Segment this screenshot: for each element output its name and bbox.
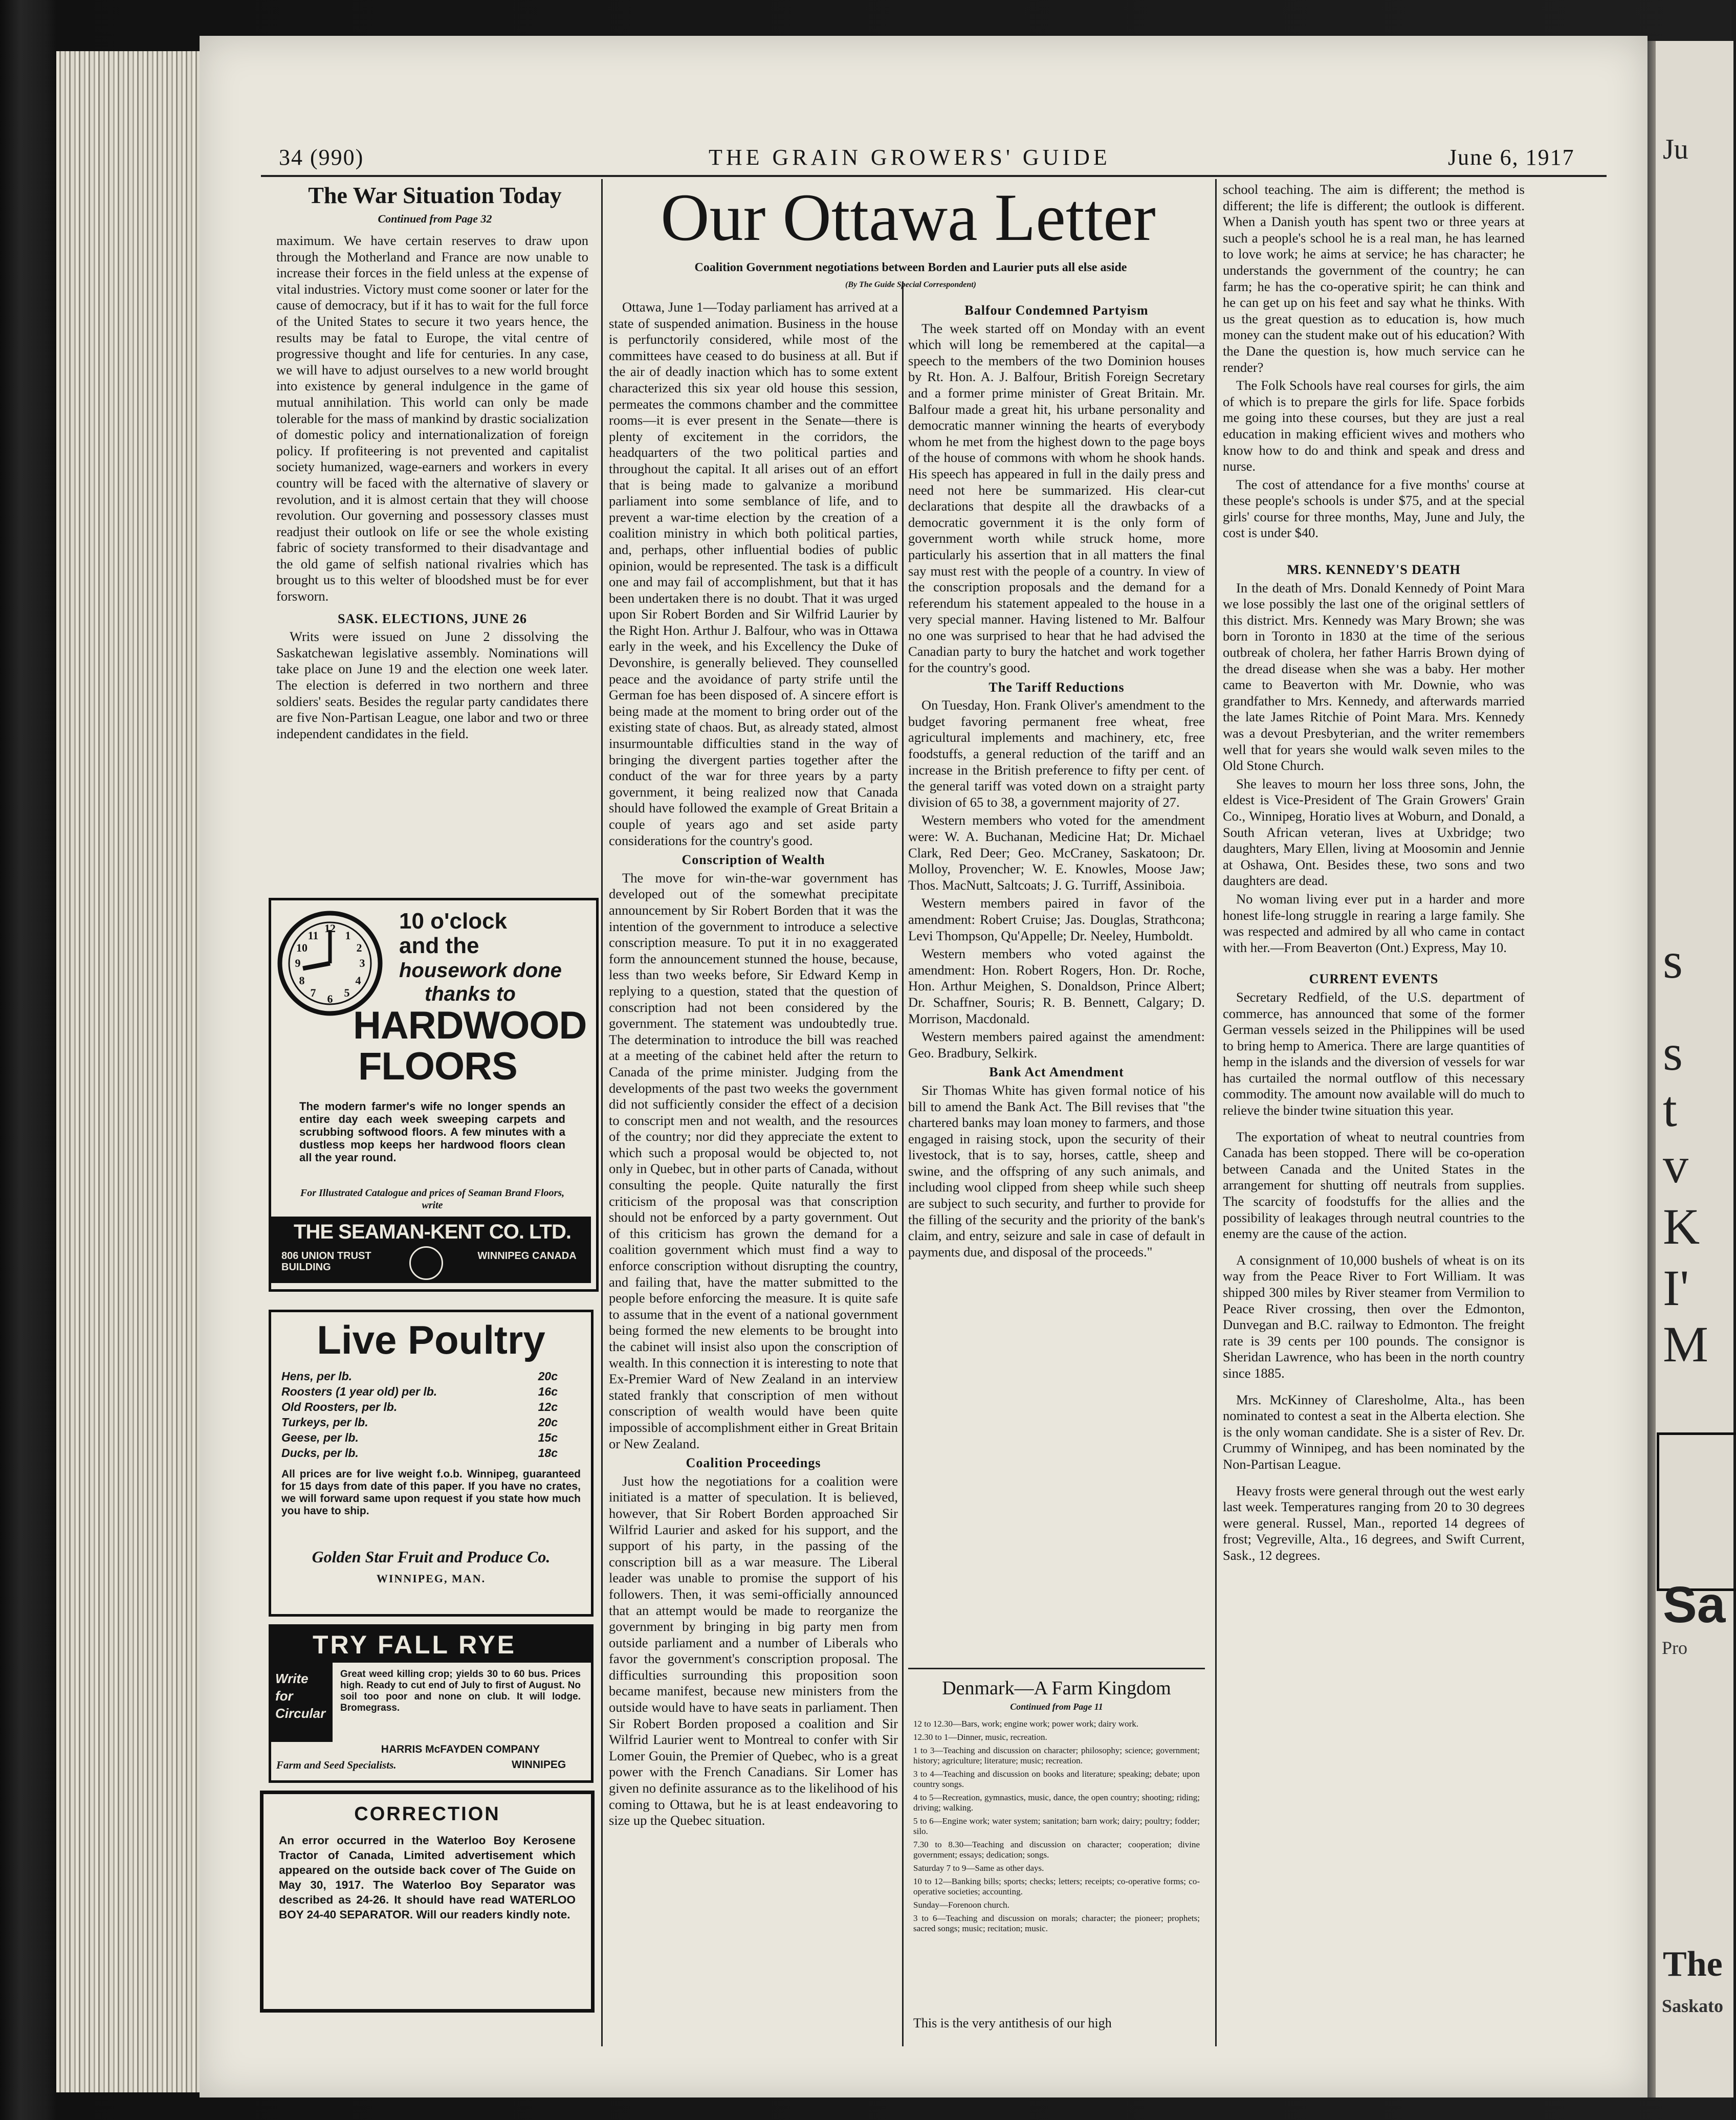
events-paragraph: Secretary Redfield, of the U.S. department of commerce, has announced that some of the former German vessels seized in the Philippines will be used to bring hemp to America. There are large quantities of hemp in the islands and the diversion of vessels for war has curtailed the normal outflow of this necessary commodity. The amount now available will do much to relieve the binder twine situation this year. xyxy=(1223,989,1525,1118)
ad-correction xyxy=(260,1791,595,2013)
floors-hero1: HARDWOOD xyxy=(353,1004,587,1047)
poultry-company: Golden Star Fruit and Produce Co. xyxy=(312,1548,551,1566)
rye-tag: Farm and Seed Specialists. xyxy=(276,1759,397,1771)
poultry-price-row xyxy=(281,1430,558,1445)
floors-addr-left: 806 UNION TRUST BUILDING xyxy=(281,1250,371,1273)
column-four xyxy=(1223,182,1525,2044)
rye-city: WINNIPEG xyxy=(512,1759,566,1771)
facing-fragment: Pro xyxy=(1662,1638,1688,1658)
ad-fall-rye xyxy=(269,1624,594,1783)
poultry-item: Hens, per lb. xyxy=(281,1370,353,1383)
schedule-line: 5 to 6—Engine work; water system; sanitation; barn work; dairy; poultry; fodder; silo. xyxy=(913,1816,1200,1836)
ad-live-poultry xyxy=(269,1310,594,1617)
poultry-item: Geese, per lb. xyxy=(281,1431,359,1444)
sask-paragraph: Writs were issued on June 2 dissolving the Saskatchewan legislative assembly. Nominations will take place on June 19 and the election one week later. The election is deferred in two northern and three soldiers' seats. Besides the regular party candidates there are five Non-Partisan League, one labor and two or three independent candidates in the field. xyxy=(276,629,588,741)
poultry-item: Old Roosters, per lb. xyxy=(281,1400,398,1414)
facing-ad-box xyxy=(1657,1432,1736,1591)
poultry-price: 12c xyxy=(538,1400,558,1414)
rye-company: HARRIS McFAYDEN COMPANY xyxy=(381,1743,540,1755)
header-rule xyxy=(261,175,1607,177)
facing-fragment: The xyxy=(1663,1945,1723,1984)
facing-letter: v xyxy=(1663,1137,1688,1194)
ottawa-subtitle: Coalition Government negotiations between Borden and Laurier puts all else aside xyxy=(694,261,1127,274)
poultry-price: 18c xyxy=(538,1446,558,1460)
ottawa-paragraph: The move for win-the-war government has developed out of the somewhat precipitate announcement by Sir Robert Borden that it was the intention of the government to introduce a selective conscription measure. To put it in no exaggerated form the announcement stunned the house, because, less than two weeks before, Sir Edward Kemp in replying to a question, stated that the question of conscription had not been considered by the government. The statement was undoubtedly true. The determination to introduce the bill was reached at a meeting of the cabinet held after the return to Canada of the prime minister. Judging from the developments of the past two weeks the government did not sufficiently consider the effect of a decision to conscript men and not wealth, and the resources of the country; nor did they appreciate the extent to which such a proposal would be objected to, not only in Quebec, but in other parts of Canada, without consulting the people. Quite naturally the first criticism of the proposal was that conscription should not be enforced by a party government. Out of this criticism has grown the demand for a coalition government which must find a way to enforce conscription without disrupting the country, and failing that, have the matter submitted to the people before enforcing the measure. It is quite safe to assume that in the event of a national government being formed the new elements to be brought into the cabinet will insist also upon the conscription of wealth. In this connection it is interesting to note that Ex-Premier Ward of New Zealand in an interview stated frankly that conscription of men without conscription of wealth would have been quite impossible of accomplishment either in Great Britain or New Zealand. xyxy=(609,870,898,1451)
facing-fragment: Saskato xyxy=(1662,1996,1724,2016)
column-rule xyxy=(902,281,904,2046)
ottawa-paragraph: Sir Thomas White has given formal notice of his bill to amend the Bank Act. The Bill revises that "the chartered banks may loan money to farmers, and those engaged in raising stock, upon the security of their livestock, that is to say, horses, cattle, sheep and swine, and the offspring of any such animals, and including wool clipped from sheep while such sheep are subject to such security, and further to provide for the filling of the security and the priority of the bank's claim, and entry, seizure and sale in case of default in payments due, and disposal of the proceeds." xyxy=(908,1082,1205,1260)
correction-body: An error occurred in the Waterloo Boy Kerosene Tractor of Canada, Limited advertisement which appeared on the outside back cover of The Guide on May 30, 1917. The Waterloo Boy Separator was described as 24-26. It should have read WATERLOO BOY 24-40 SEPARATOR. Will our readers kindly note. xyxy=(279,1834,576,1921)
poultry-price-row xyxy=(281,1399,558,1415)
svg-text:4: 4 xyxy=(355,974,361,987)
ottawa-paragraph: Western members who voted for the amendment were: W. A. Buchanan, Medicine Hat; Dr. Michael Clark, Red Deer; Geo. McCraney, Saskatoon; Dr. Molloy, Provencher; W. E. Knowles, Moose Jaw; Thos. MacNutt, Saltcoats; J. G. Turriff, Assiniboia. xyxy=(908,812,1205,893)
poultry-price: 20c xyxy=(538,1416,558,1429)
ottawa-subhead: Bank Act Amendment xyxy=(989,1065,1124,1080)
ottawa-byline: (By The Guide Special Correspondent) xyxy=(845,280,976,289)
floors-line2: and the xyxy=(399,933,479,958)
clock-icon xyxy=(276,910,384,1017)
ottawa-paragraph: Just how the negotiations for a coalition were initiated is a matter of speculation. It is believed, however, that Sir Robert Borden approached Sir Wilfrid Laurier and asked for his support, and the support of his party, in the passing of the conscription bill as a war measure. The Liberal leader was unable to promise the support of his followers. Then, it was semi-officially announced that an attempt would be made to reorganize the government by bringing in big party men from outside parliament and a number of Liberals who favor the government's conscription proposal. The difficulties surrounding this proposition soon became manifest, because new ministers from the outside would have to have seats in parliament. Then Sir Robert Borden proposed a coalition and Sir Wilfrid Laurier went to Montreal to confer with Sir Lomer Gouin, the Premier of Quebec, who is a great power with the French Canadians. Sir Lomer has given no definite assurance as to the likelihood of his coming to Ottawa, but he is at least endeavoring to size up the Quebec situation. xyxy=(609,1473,898,1828)
svg-text:2: 2 xyxy=(356,941,362,954)
kennedy-paragraph: In the death of Mrs. Donald Kennedy of Point Mara we lose possibly the last one of the original settlers of this district. Mrs. Kennedy was Mary Brown; she was born in Toronto in 1830 at the time of the serious outbreak of cholera, her father Harris Brown dying of the dread disease when she was a baby. Her mother came to Beaverton with Mr. Downie, who was grandfather to Mrs. Kennedy, and afterwards married the late James Ritchie of Point Mara. Mrs. Kennedy was a devout Presbyterian, and the writer remembers well that for years she would walk seven miles to the Old Stone Church. xyxy=(1223,580,1525,774)
poultry-body: All prices are for live weight f.o.b. Winnipeg, guaranteed for 15 days from date of this paper. If you have no crates, we will forward same upon request if you state how much you have to ship. xyxy=(281,1468,581,1517)
ottawa-paragraph: Western members paired against the amendment: Geo. Bradbury, Selkirk. xyxy=(908,1029,1205,1061)
ottawa-paragraph: The week started off on Monday with an event which will long be remembered at the capital—a speech to the members of the two Dominion houses by Rt. Hon. A. J. Balfour, British Foreign Secretary and a former prime minister of Great Britain. Mr. Balfour made a great hit, his urbane personality and democratic manner winning the hearts of everybody whom he met from the highest down to the page boys of the house of commons with whom he shook hands. His speech has appeared in full in the daily press and need not here be summarized. His clear-cut declarations that despite all the drawbacks of a democratic government it is the only form of government worth while struck home, more particularly his assertion that in all matters the final say must rest with the people of a country. In view of the conscription proposals and the demand for a referendum his statement appealed to the house in a very special manner. Having listened to Mr. Balfour no one was surprised to hear that he had advised the Canadian party to bury the hatchet and work together for the country's good. xyxy=(908,320,1205,676)
schedule-line: 12 to 12.30—Bars, work; engine work; power work; dairy work. xyxy=(913,1719,1139,1729)
floors-company: THE SEAMAN-KENT CO. LTD. xyxy=(294,1221,571,1243)
ottawa-subhead: Balfour Condemned Partyism xyxy=(964,303,1149,318)
ad-hardwood-floors xyxy=(269,898,599,1292)
denmark-continued: Continued from Page 11 xyxy=(1010,1702,1103,1712)
schedule-line: 4 to 5—Recreation, gymnastics, music, dance, the open country; shooting; riding; driving; walking. xyxy=(913,1793,1200,1813)
schedule-line: Sunday—Forenoon church. xyxy=(913,1900,1009,1910)
facing-page-header: Ju xyxy=(1663,134,1688,165)
schedule-line: 10 to 12—Banking bills; sports; checks; letters; receipts; co-operative forms; co-operative societies; accounting. xyxy=(913,1876,1200,1896)
poultry-price: 16c xyxy=(538,1385,558,1398)
ottawa-title: Our Ottawa Letter xyxy=(661,180,1156,255)
correction-title: CORRECTION xyxy=(354,1803,500,1825)
events-paragraph: Mrs. McKinney of Claresholme, Alta., has been nominated to contest a seat in the Alberta election. She is the only woman candidate. She is a sister of Rev. Dr. Crummy of Winnipeg, and has been nominated by the Non-Partisan League. xyxy=(1223,1392,1525,1472)
facing-letter: M xyxy=(1663,1316,1708,1373)
ottawa-paragraph: On Tuesday, Hon. Frank Oliver's amendment to the budget favoring permanent free wheat, free agricultural implements and machinery, etc, free foodstuffs, a general reduction of the tariff and an increase in the British preference to fifty per cent. of the general tariff was voted down on a straight party division of 65 to 38, a government majority of 27. xyxy=(908,697,1205,810)
svg-text:3: 3 xyxy=(359,957,365,969)
rye-side-panel xyxy=(271,1663,333,1742)
floors-line3: housework done xyxy=(399,959,562,982)
floors-line1: 10 o'clock xyxy=(399,909,508,934)
ottawa-subhead: Coalition Proceedings xyxy=(686,1455,821,1471)
poultry-city: WINNIPEG, MAN. xyxy=(376,1572,486,1585)
schedule-line: 3 to 4—Teaching and discussion on books and literature; speaking; debate; upon country songs. xyxy=(913,1769,1200,1789)
rye-title-band xyxy=(271,1627,591,1663)
maple-leaf-icon xyxy=(409,1246,443,1280)
facing-letter: s xyxy=(1663,932,1683,989)
floors-body: The modern farmer's wife no longer spends an entire day each week sweeping carpets and scrubbing softwood floors. A few minutes with a dustless mop keeps her hardwood floors clean all the year round. xyxy=(299,1100,565,1164)
rye-side-text: Write for Circular xyxy=(275,1671,326,1721)
svg-text:8: 8 xyxy=(299,974,305,987)
floors-company-band xyxy=(271,1217,591,1283)
kennedy-paragraph: She leaves to mourn her loss three sons, John, the eldest is Vice-President of The Grain Growers' Grain Co., Winnipeg, Horatio lives at Woburn, and Donald, a South African veteran, lives at Uxbridge; two daughters, Mary Ellen, living at Moosomin and Jennie at Oshawa, Ont. Besides these, two sons and two daughters are dead. xyxy=(1223,776,1525,889)
poultry-price: 15c xyxy=(538,1431,558,1444)
poultry-item: Ducks, per lb. xyxy=(281,1446,359,1460)
denmark-tail: This is the very antithesis of our high xyxy=(913,2016,1112,2030)
war-title: The War Situation Today xyxy=(308,182,562,208)
floors-line4: thanks to xyxy=(425,983,516,1005)
facing-letter: t xyxy=(1663,1080,1677,1137)
rye-body: Great weed killing crop; yields 30 to 60 bus. Prices high. Ready to cut end of July to first of August. No soil too poor and none on club. It will lodge. Bromegrass. xyxy=(340,1669,581,1713)
war-paragraph: maximum. We have certain reserves to draw upon through the Motherland and France are now unable to increase their forces in the field unless at the expense of vital industries. Victory must come sooner or later for the cause of democracy, but if it has to wait for the full force of the United States to secure it two years hence, the results may be fatal to Europe, the vital centre of progressive thought and life for centuries. In any case, we will have to adjust ourselves to a new world brought into existence by general indulgence in the game of mutual annihilation. This world can only be made tolerable for the mass of mankind by drastic socialization of domestic policy and internationalization of foreign policy. If profiteering is not prevented and capitalist society humanized, wage-earners and workers in every country will be faced with the alternative of slavery or revolution, and it is almost certain that they will choose revolution. Our governing and possessory classes must readjust their outlook on life or see the whole existing fabric of society transformed to their disadvantage and the old game of selfish national rivalries which has brought us to this welter of bloodshed must be for ever forsworn. xyxy=(276,233,588,604)
floors-addr-right: WINNIPEG CANADA xyxy=(477,1250,577,1262)
ottawa-column-right xyxy=(908,299,1205,1665)
poultry-price-list xyxy=(281,1368,558,1461)
denmark-continuation: The Folk Schools have real courses for girls, the aim of which is to prepare the girls for life. Space forbids me going into these courses, but they are just a real education in making efficient wives and mothers who know how to do and think and speak and dress and nurse. xyxy=(1223,378,1525,474)
kennedy-heading: MRS. KENNEDY'S DEATH xyxy=(1287,562,1461,578)
svg-text:5: 5 xyxy=(344,986,350,999)
poultry-price-row xyxy=(281,1445,558,1461)
svg-text:9: 9 xyxy=(295,957,301,969)
poultry-price-row xyxy=(281,1384,558,1399)
schedule-line: 7.30 to 8.30—Teaching and discussion on character; cooperation; divine government; essays; dedication; songs. xyxy=(913,1840,1200,1860)
schedule-line: Saturday 7 to 9—Same as other days. xyxy=(913,1863,1044,1873)
ottawa-paragraph: Western members paired in favor of the amendment: Robert Cruise; Jas. Douglas, Strathcona; Levi Thompson, Qu'Appelle; Dr. Neeley, Humboldt. xyxy=(908,895,1205,943)
poultry-price: 20c xyxy=(538,1370,558,1383)
column-rule xyxy=(601,179,603,2046)
column-rule xyxy=(1215,179,1217,2046)
events-paragraph: A consignment of 10,000 bushels of wheat is on its way from the Peace River to Fort William. It was shipped 300 miles by River steamer from Vermilion to Peace River crossing, then over the Edmonton, Dunvegan and B.C. railway to Edmonton. The freight rate is 39 cents per 100 pounds. The consignor is Sheridan Lawrence, who has been in the north country since 1885. xyxy=(1223,1252,1525,1381)
svg-text:11: 11 xyxy=(307,929,319,942)
svg-text:1: 1 xyxy=(345,929,351,942)
poultry-price-row xyxy=(281,1368,558,1384)
sask-heading: SASK. ELECTIONS, JUNE 26 xyxy=(337,611,528,626)
floors-hero2: FLOORS xyxy=(358,1045,517,1088)
svg-text:12: 12 xyxy=(324,922,336,935)
schedule-line: 12.30 to 1—Dinner, music, recreation. xyxy=(913,1732,1047,1742)
facing-fragment: Sa xyxy=(1663,1576,1726,1633)
poultry-item: Roosters (1 year old) per lb. xyxy=(281,1385,437,1398)
denmark-continuation: The cost of attendance for a five months' course at these people's schools is under $75, and at the special girls' course for three months, May, June and July, the cost is under $40. xyxy=(1223,476,1525,541)
newspaper-page xyxy=(200,36,1647,2097)
poultry-price-row xyxy=(281,1415,558,1430)
ottawa-paragraph: Ottawa, June 1—Today parliament has arrived at a state of suspended animation. Business in the house is perfunctorily considered, while most of the committees have ceased to do business at all. But if the air of deadly inaction which has to some extent characterized this six year old house this session, permeates the commons chamber and the committee rooms—it is ever present in the Senate—there is plenty of excitement in the corridors, the headquarters of the two political parties and throughout the capital. It all arises out of an effort that is being made to galvanize a moribund parliament into some semblance of life, and to prevent a war-time election by the creation of a coalition ministry in which both political parties, and, perhaps, other influential bodies of public opinion, would be represented. The task is a difficult one and may fail of accomplishment, but that it has been undertaken there is no doubt. That it was urged upon Sir Robert Borden and Sir Wilfrid Laurier by the Right Hon. Arthur J. Balfour, who was in Ottawa early in the week, and his Excellency the Duke of Devonshire, is generally believed. They counselled peace and the avoidance of party strife until the German foe has been disposed of. A sincere effort is being made at the moment to bring order out of the existing state of chaos. But, as already stated, almost insurmountable difficulties stand in the way of bringing the divergent parties together after the conduct of the war for three years by a party government, it being realized now that Canada should have followed the example of Great Britain a couple of years ago and set aside party considerations for the country's good. xyxy=(609,299,898,848)
events-paragraph: Heavy frosts were general through out the west early last week. Temperatures ranging from 20 to 30 degrees were general. Russel, Man., reported 14 degrees of frost; Vegreville, Alta., 16 degrees, and Swift Current, Sask., 12 degrees. xyxy=(1223,1483,1525,1563)
ottawa-column-left xyxy=(609,299,898,2044)
svg-text:10: 10 xyxy=(296,941,307,954)
svg-text:6: 6 xyxy=(327,992,333,1005)
poultry-title: Live Poultry xyxy=(317,1317,545,1362)
floors-note: For Illustrated Catalogue and prices of Seaman Brand Floors, write xyxy=(300,1187,565,1211)
war-continued: Continued from Page 32 xyxy=(378,212,492,225)
events-heading: CURRENT EVENTS xyxy=(1309,971,1439,987)
masthead: THE GRAIN GROWERS' GUIDE xyxy=(709,145,1111,170)
schedule-line: 1 to 3—Teaching and discussion on character; philosophy; science; government; history; agriculture; literature; music; recreation. xyxy=(913,1746,1200,1765)
ottawa-subhead: Conscription of Wealth xyxy=(682,852,825,868)
svg-text:7: 7 xyxy=(310,986,316,999)
facing-letter: K xyxy=(1663,1198,1700,1255)
denmark-title: Denmark—A Farm Kingdom xyxy=(942,1677,1171,1699)
page-number: 34 (990) xyxy=(279,145,364,170)
kennedy-paragraph: No woman living ever put in a harder and more honest life-long struggle in rearing a large family. She was respected and admired by all who came in contact with her.—From Beaverton (Ont.) Express, May 10. xyxy=(1223,891,1525,955)
issue-date: June 6, 1917 xyxy=(1448,145,1575,170)
facing-letter: I' xyxy=(1663,1260,1689,1316)
ottawa-paragraph: Western members who voted against the amendment: Hon. Robert Rogers, Hon. Dr. Roche, Hon. Arthur Meighen, S. Donaldson, Prince Albert; Dr. Schaffner, Souris; R. B. Bennett, Calgary; D. Morrison, Macdonald. xyxy=(908,946,1205,1026)
ottawa-subhead: The Tariff Reductions xyxy=(988,679,1125,695)
rye-title: TRY FALL RYE xyxy=(312,1630,517,1659)
schedule-line: 3 to 6—Teaching and discussion on morals; character; the pioneer; prophets; sacred songs; music; recitation; music. xyxy=(913,1913,1200,1933)
section-rule xyxy=(908,1668,1205,1669)
events-paragraph: The exportation of wheat to neutral countries from Canada has been stopped. There will be co-operation between Canada and the United States in the arrangement for shutting off neutrals from supplies. The scarcity of foodstuffs for the allies and the possibility of leakages through neutral countries to the enemy are the cause of the action. xyxy=(1223,1129,1525,1242)
denmark-continuation: school teaching. The aim is different; the method is different; the life is different; the outlook is different. When a Danish youth has spent two or three years at such a people's school he is a real man, he has learned to love work; he aims at service; he has character; he understands the government of the country; he can farm; he has the co-operative spirit; he can think and he can get up on his feet and say what he thinks. With us the great question as to education is, how much money can the student make out of his education? With the Dane the question is, how much service can he render? xyxy=(1223,182,1525,375)
facing-page xyxy=(1652,41,1733,2097)
poultry-item: Turkeys, per lb. xyxy=(281,1416,368,1429)
denmark-schedule xyxy=(913,1719,1200,2011)
war-body xyxy=(276,233,588,741)
facing-letter: s xyxy=(1663,1024,1683,1081)
